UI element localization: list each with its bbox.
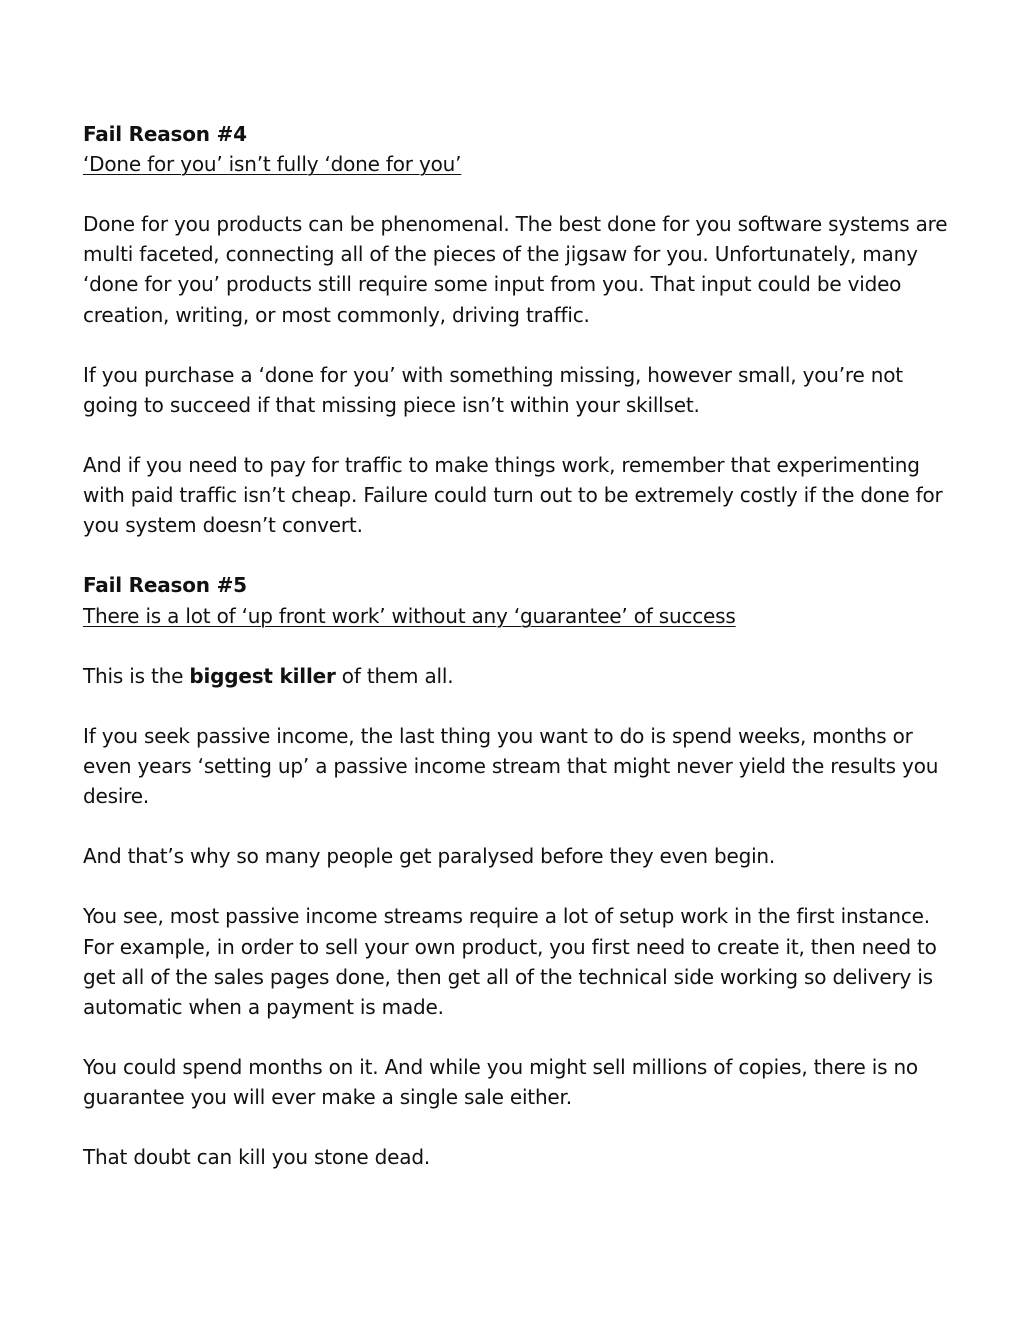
- section-4-heading: [83, 119, 953, 179]
- section-5-paragraph: If you seek passive income, the last thing you want to do is spend weeks, months or even years ‘setting up’ a passive income stream that might never yield the results you desire.: [83, 723, 939, 809]
- intro-text-after: of them all.: [335, 663, 454, 688]
- section-4-title: Fail Reason #4: [83, 122, 247, 146]
- section-5-paragraph: And that’s why so many people get paralysed before they even begin.: [83, 844, 776, 869]
- section-4-paragraph: And if you need to pay for traffic to make things work, remember that experimenting with paid traffic isn’t cheap. Failure could turn out to be extremely costly if the done for you system doesn’t convert.: [83, 453, 943, 538]
- section-5-intro: [83, 661, 953, 691]
- section-5-paragraph: You could spend months on it. And while you might sell millions of copies, there is no guarantee you will ever make a single sale either.: [83, 1054, 918, 1109]
- section-5-heading: [83, 570, 953, 630]
- section-4-paragraph: Done for you products can be phenomenal. The best done for you software systems are multi faceted, connecting all of the pieces of the jigsaw for you. Unfortunately, many ‘done for you’ products still require some input from you. That input could be video creation, writing, or most commonly, driving traffic.: [83, 212, 948, 327]
- section-4-paragraph: If you purchase a ‘done for you’ with something missing, however small, you’re not going to succeed if that missing piece isn’t within your skillset.: [83, 362, 903, 417]
- section-5-paragraph: That doubt can kill you stone dead.: [83, 1145, 430, 1170]
- section-5-subtitle: There is a lot of ‘up front work’ without any ‘guarantee’ of success: [83, 603, 736, 628]
- section-5-title: Fail Reason #5: [83, 573, 247, 598]
- intro-text-before: This is the: [83, 663, 190, 688]
- document-page: [83, 119, 953, 1202]
- section-4-subtitle: ‘Done for you’ isn’t fully ‘done for you’: [83, 152, 462, 177]
- intro-emphasis: biggest killer: [189, 663, 336, 688]
- section-5-paragraph: You see, most passive income streams require a lot of setup work in the first instance. For example, in order to sell your own product, you first need to create it, then need to get all of the sales pages done, then get all of the technical side working so delivery is automatic when a payment is made.: [83, 904, 937, 1019]
